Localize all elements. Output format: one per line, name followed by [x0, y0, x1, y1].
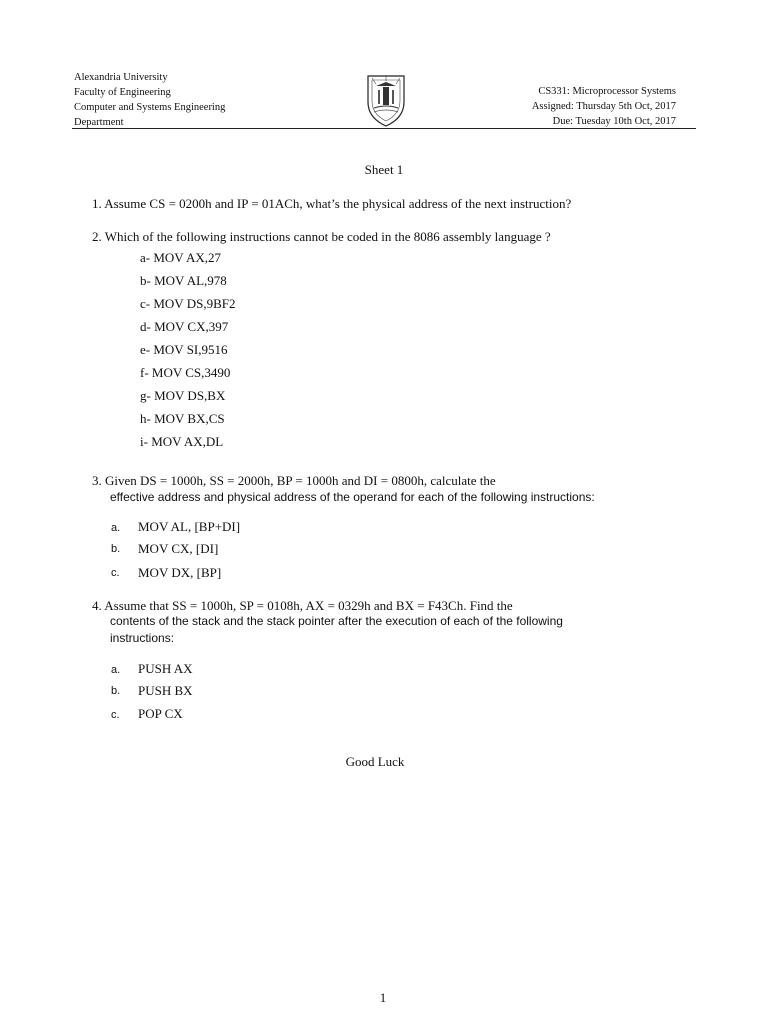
- question-3: 3. Given DS = 1000h, SS = 2000h, BP = 1000h and DI = 0800h, calculate the: [92, 473, 496, 488]
- department-label: Department: [74, 117, 124, 128]
- sheet-title: Sheet 1: [364, 162, 404, 177]
- q2-option: h- MOV BX,CS: [140, 411, 225, 426]
- page-number: 1: [379, 990, 387, 1005]
- header-institution: [74, 70, 225, 130]
- q3-item-letter: b.: [111, 543, 121, 555]
- header-course-info: [532, 84, 676, 129]
- q4-item-text: POP CX: [138, 706, 183, 721]
- q2-option: f- MOV CS,3490: [140, 365, 231, 380]
- q3-item-letter: a.: [111, 522, 121, 534]
- assigned-date: Assigned: Thursday 5th Oct, 2017: [531, 101, 676, 112]
- q4-item-letter: a.: [111, 664, 121, 676]
- alexandria-university-crest-icon: [364, 72, 408, 128]
- q4-item-text: PUSH BX: [138, 683, 193, 698]
- q2-option: e- MOV SI,9516: [140, 342, 228, 357]
- question-3-continued: effective address and physical address of the operand for each of the following instructions:: [110, 490, 595, 504]
- q3-item-text: MOV CX, [DI]: [138, 541, 219, 556]
- course-title: CS331: Microprocessor Systems: [538, 86, 676, 97]
- q2-option: d- MOV CX,397: [140, 319, 229, 334]
- question-1: 1. Assume CS = 0200h and IP = 01ACh, what’s the physical address of the next instruction?: [92, 196, 572, 211]
- q2-option: i- MOV AX,DL: [140, 434, 224, 449]
- header-divider: [72, 128, 696, 129]
- q2-option: g- MOV DS,BX: [140, 388, 226, 403]
- q3-item-text: MOV DX, [BP]: [138, 565, 222, 580]
- q3-item-text: MOV AL, [BP+DI]: [138, 519, 241, 534]
- question-4-continued: instructions:: [110, 631, 175, 645]
- question-4-continued: contents of the stack and the stack pointer after the execution of each of the following: [110, 614, 563, 628]
- question-4: 4. Assume that SS = 1000h, SP = 0108h, AX = 0329h and BX = F43Ch. Find the: [92, 598, 513, 613]
- due-date: Due: Tuesday 10th Oct, 2017: [552, 116, 676, 127]
- q4-item-letter: b.: [111, 685, 121, 697]
- department-name: Computer and Systems Engineering: [74, 102, 226, 113]
- closing-message: Good Luck: [345, 754, 405, 769]
- q3-item-letter: c.: [111, 567, 120, 579]
- faculty-name: Faculty of Engineering: [74, 87, 171, 98]
- q2-option: b- MOV AL,978: [140, 273, 227, 288]
- question-2: 2. Which of the following instructions cannot be coded in the 8086 assembly language ?: [92, 229, 551, 244]
- university-name: Alexandria University: [74, 72, 168, 83]
- q2-option: a- MOV AX,27: [140, 250, 222, 265]
- q4-item-text: PUSH AX: [138, 661, 193, 676]
- q2-option: c- MOV DS,9BF2: [140, 296, 236, 311]
- q4-item-letter: c.: [111, 709, 120, 721]
